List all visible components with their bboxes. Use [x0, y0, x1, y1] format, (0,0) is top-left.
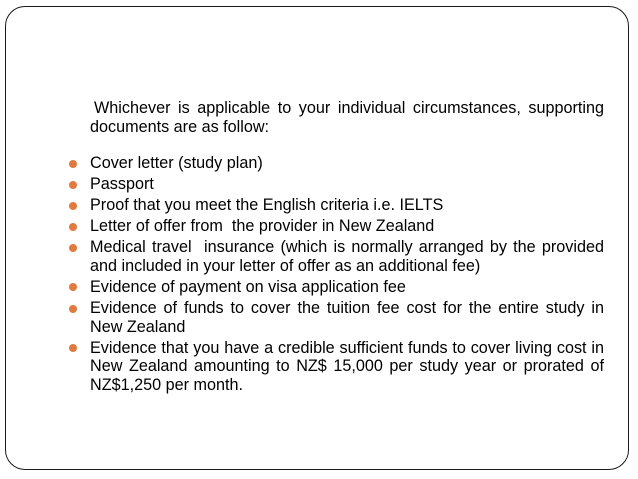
- bullet-icon: [69, 283, 77, 291]
- bullet-icon: [69, 160, 77, 168]
- list-item-text: Medical travel insurance (which is normally arranged by the provided and included in your letter of offer as an additional fee): [90, 238, 609, 275]
- list-item: [68, 217, 604, 236]
- intro-text: Whichever is applicable to your individual circumstances, supporting documents are as follow:: [90, 99, 604, 136]
- list-item: [68, 238, 609, 275]
- list-item-text: Proof that you meet the English criteria i.e. IELTS: [90, 196, 444, 215]
- list-item: [68, 196, 604, 215]
- list-item: [68, 299, 604, 336]
- slide-content: [68, 99, 609, 397]
- list-item: [68, 278, 604, 297]
- bullet-icon: [69, 305, 77, 313]
- list-item-text: Letter of offer from the provider in New Zealand: [90, 217, 435, 236]
- documents-list: [68, 154, 609, 394]
- intro-paragraph: [90, 99, 604, 136]
- bullet-icon: [69, 202, 77, 210]
- list-item: [68, 339, 604, 395]
- bullet-icon: [69, 181, 77, 189]
- bullet-icon: [69, 244, 77, 252]
- bullet-icon: [69, 223, 77, 231]
- list-item-text: Evidence that you have a credible sufficient funds to cover living cost in New Zealand amounting to NZ$ 15,000 per study year or prorated of NZ$1,250 per month.: [90, 338, 604, 394]
- list-item: [68, 154, 604, 173]
- bullet-icon: [69, 344, 77, 352]
- list-item-text: Evidence of payment on visa application fee: [90, 277, 406, 296]
- list-item: [68, 175, 604, 194]
- list-item-text: Evidence of funds to cover the tuition fee cost for the entire study in New Zealand: [90, 299, 604, 336]
- list-item-text: Passport: [90, 175, 154, 194]
- list-item-text: Cover letter (study plan): [90, 154, 263, 172]
